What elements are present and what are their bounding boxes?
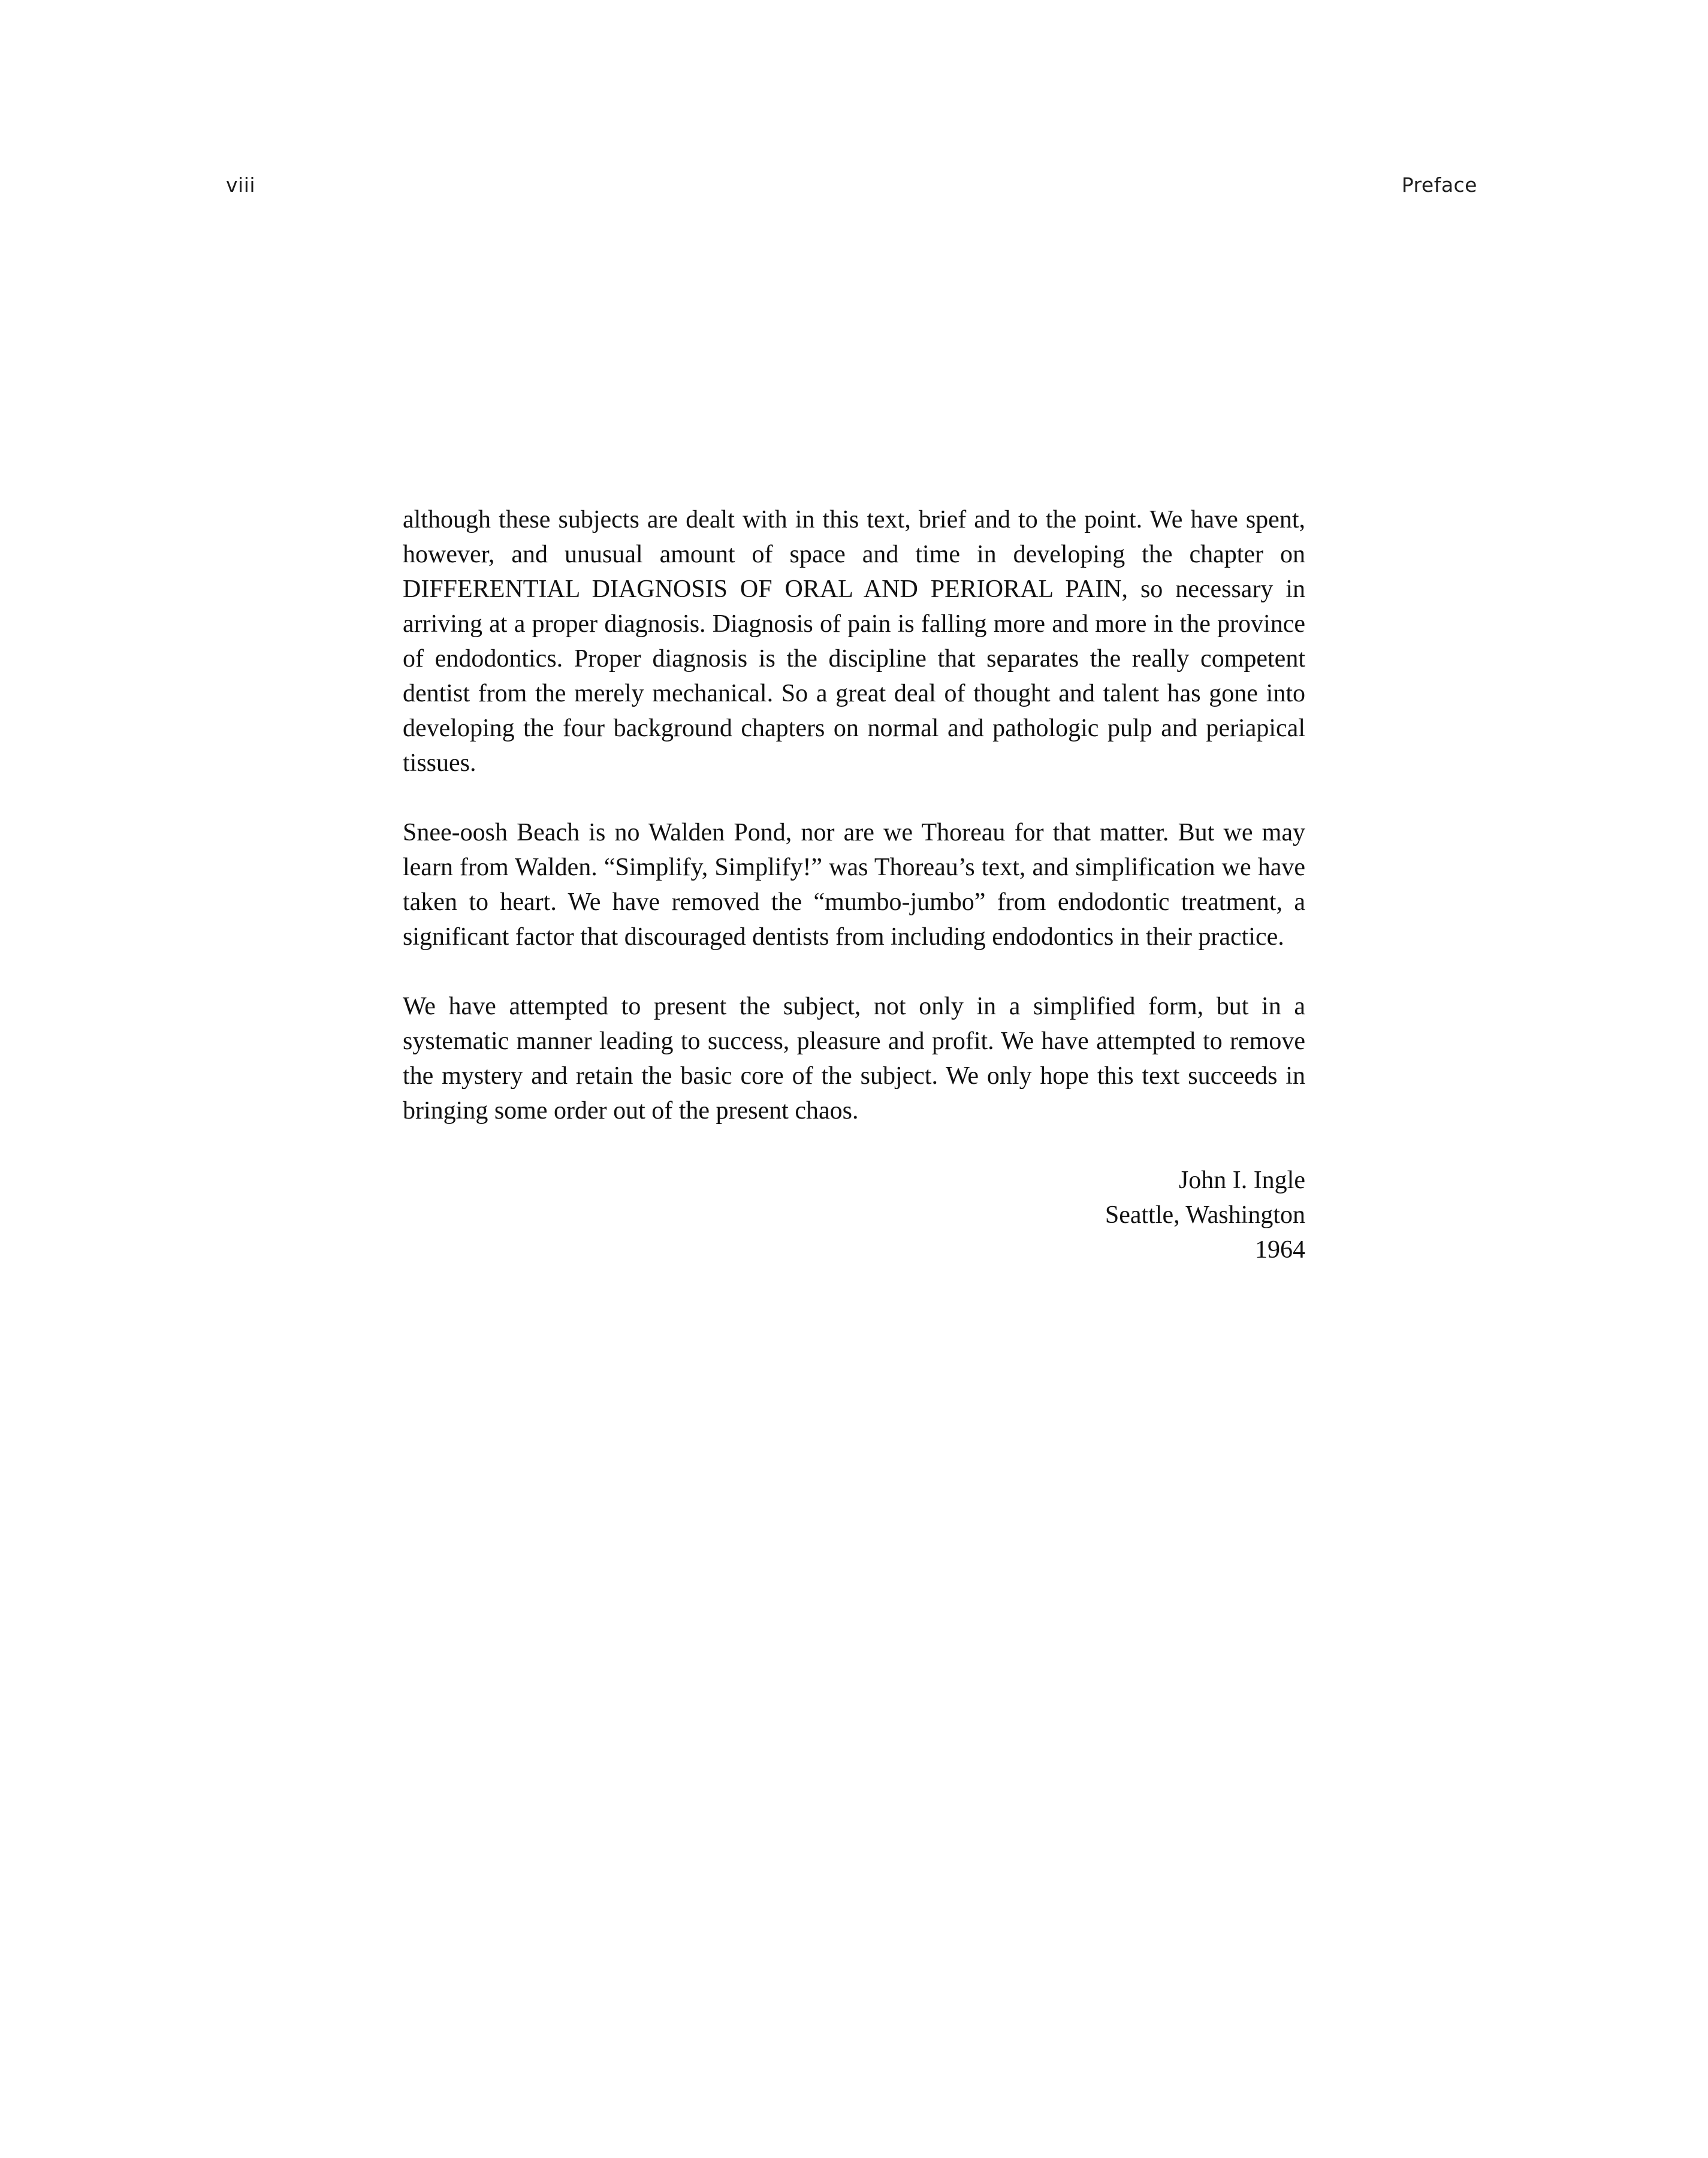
author-name: John I. Ingle — [1178, 1167, 1305, 1194]
preface-body — [403, 502, 1305, 1267]
paragraph-diagnosis: although these subjects are dealt with in this text, brief and to the point. We have spent, however, and unusual amount of space and time in developing the chapter on DIFFERENTIAL DIAGNOSIS OF ORAL AND PERIORAL PAIN, so necessary in arriving at a proper diagnosis. Diagnosis of pain is falling more and more in the province of endodontics. Proper diagnosis is the discipline that separates the really competent dentist from the merely mechanical. So a great deal of thought and talent has gone into developing the four background chapters on normal and pathologic pulp and periapical tissues. — [403, 506, 1305, 777]
paragraph-simplification: We have attempted to present the subject, not only in a simplified form, but in a systematic manner leading to success, pleasure and profit. We have attempted to remove the mystery and retain the basic core of the subject. We only hope this text succeeds in bringing some order out of the present chaos. — [403, 993, 1305, 1125]
signature-year: 1964 — [1255, 1236, 1305, 1264]
author-location: Seattle, Washington — [1105, 1201, 1305, 1229]
signature-block — [403, 1163, 1305, 1267]
page-number: viii — [226, 173, 256, 197]
running-head-title: Preface — [1401, 173, 1477, 197]
paragraph-walden: Snee-oosh Beach is no Walden Pond, nor are we Thoreau for that matter. But we may learn from Walden. “Simplify, Simplify!” was Thoreau’s text, and simplification we have taken to heart. We have removed the “mumbo-jumbo” from endodontic treatment, a significant factor that discouraged dentists from including endodontics in their practice. — [403, 819, 1305, 951]
